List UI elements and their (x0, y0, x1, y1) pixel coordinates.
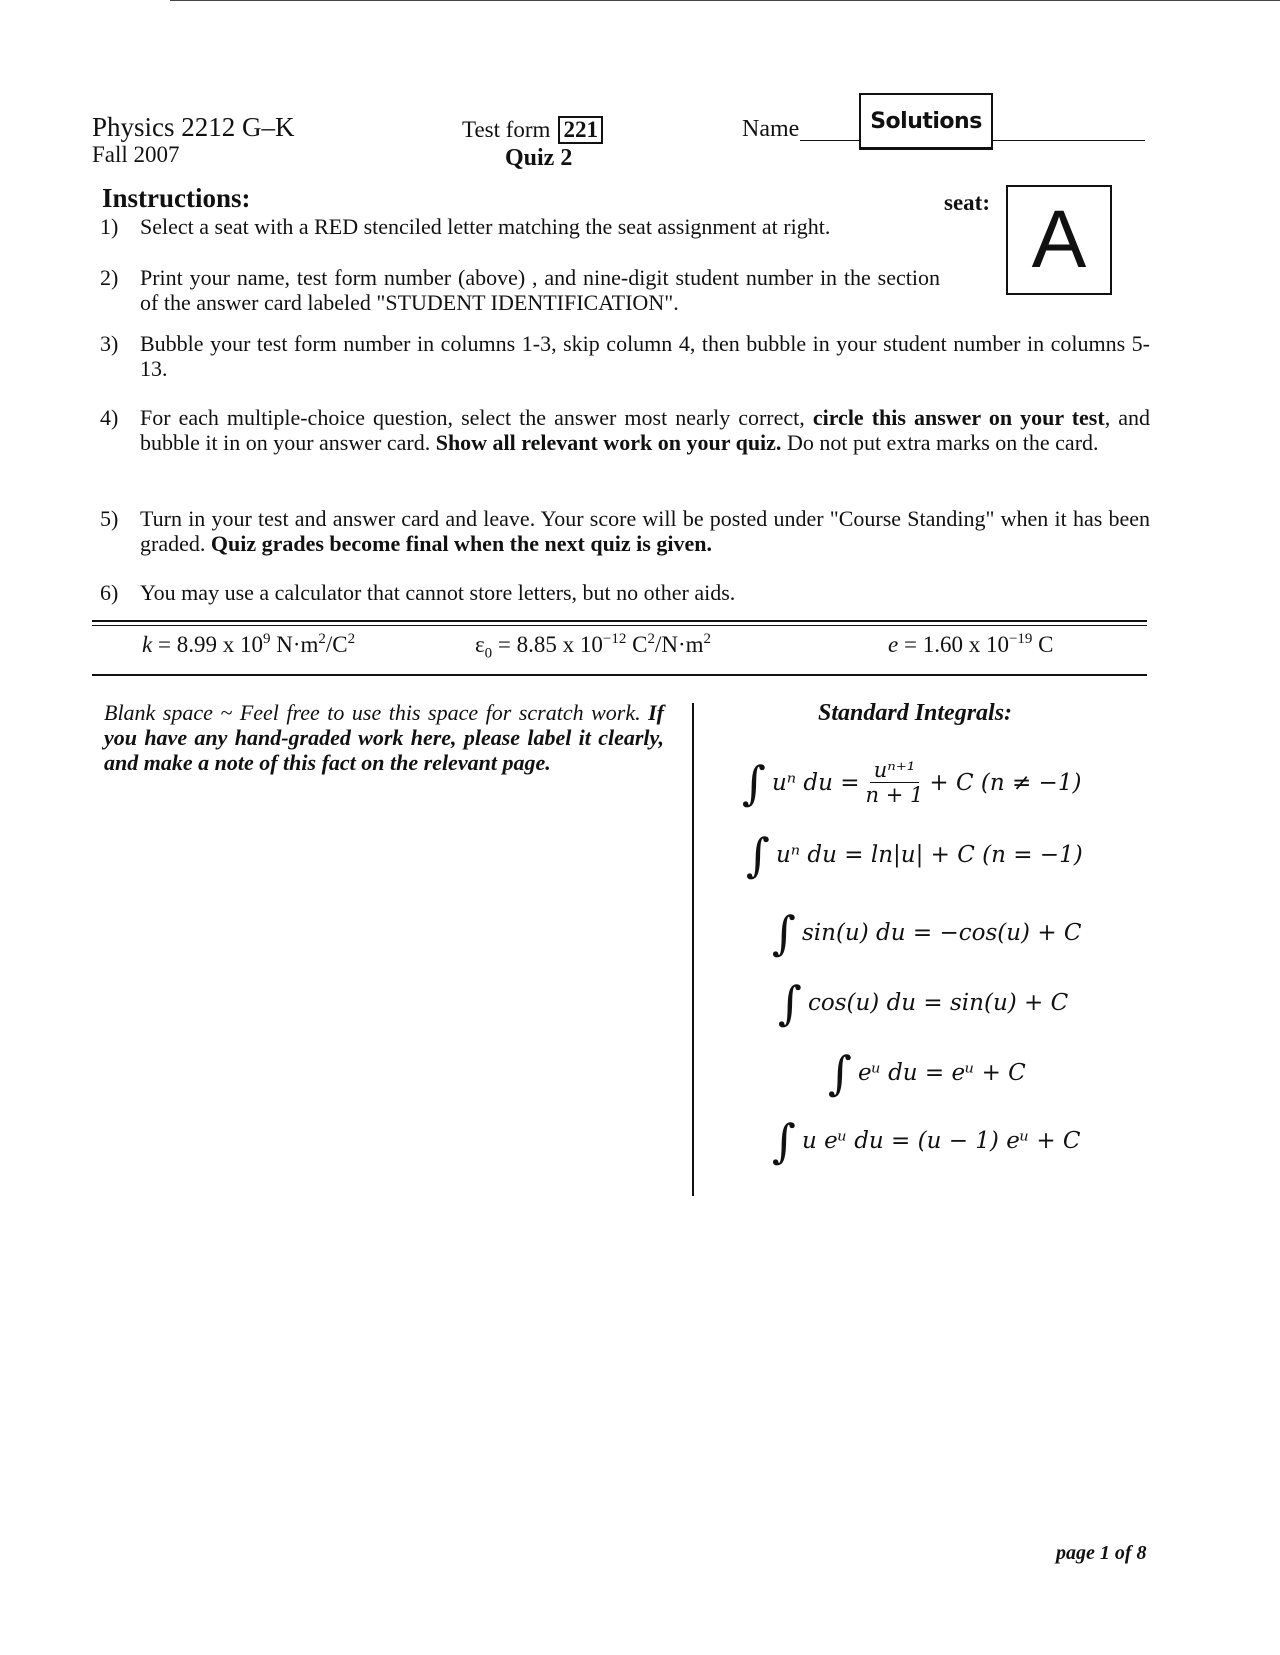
integral-exp: ∫ eᵘ du = eᵘ + C (828, 1046, 1026, 1100)
integral-sign-icon: ∫ (772, 906, 796, 960)
integral-u-exp: ∫ u eᵘ du = (u − 1) eᵘ + C (772, 1114, 1081, 1168)
integral-log: ∫ uⁿ du = ln|u| + C (n = −1) (746, 828, 1083, 882)
test-form-label: Test form (462, 117, 551, 142)
test-form (462, 116, 603, 144)
constants-rule-top (92, 620, 1147, 622)
term: Fall 2007 (92, 142, 180, 167)
seat-letter: A (1006, 185, 1112, 295)
name-label: Name (742, 116, 800, 142)
fraction: $\frac{\text{uⁿ⁺¹}}{n + 1}$ (865, 758, 924, 807)
integral-power: ∫ uⁿ du = $\frac{\text{uⁿ⁺¹}}{n + 1}$ + C (n ≠ −1) (742, 755, 1082, 810)
name-value: Solutions (859, 93, 993, 150)
instruction-6: 6) You may use a calculator that cannot store letters, but no other aids. (100, 580, 736, 605)
constants-rule-bottom (92, 674, 1147, 676)
instruction-4: 4) For each multiple-choice question, select the answer most nearly correct, circle this answer on your test, and bubble it in on your answer card. Show all relevant work on your quiz. Do not put extra marks on the card. (100, 405, 1150, 455)
top-rule (170, 0, 1280, 1)
constant-epsilon0: $\varepsilon_0 = 8.85$ x $10^{-12}$ $C^2/N\cdot m^2$ (475, 631, 712, 662)
column-divider (692, 703, 694, 1196)
integral-sin: ∫ sin(u) du = −cos(u) + C (772, 906, 1082, 960)
constants-rule-top-thin (92, 625, 1147, 626)
integrals-title: Standard Integrals: (818, 700, 1013, 726)
quiz-title: Quiz 2 (505, 145, 573, 171)
integral-sign-icon: ∫ (778, 976, 802, 1030)
instruction-5: 5) Turn in your test and answer card and leave. Your score will be posted under "Course Standing" when it has been graded. Quiz grades become final when the next quiz is given. (100, 506, 1150, 556)
constant-e: e = 1.60 x $10^{-19}$ C (888, 631, 1054, 657)
integral-sign-icon: ∫ (742, 755, 766, 810)
integral-sign-icon: ∫ (828, 1046, 852, 1100)
constant-k: k = 8.99 x $10^9$ $N\cdot m^2/C^2$ (142, 631, 356, 657)
instruction-1: 1) Select a seat with a RED stenciled letter matching the seat assignment at right. (100, 214, 831, 239)
instruction-3: 3) Bubble your test form number in columns 1-3, skip column 4, then bubble in your student number in columns 5-13. (100, 331, 1150, 381)
course-title: Physics 2212 G–K (92, 112, 295, 142)
integral-sign-icon: ∫ (746, 828, 770, 882)
instruction-2: 2) Print your name, test form number (above) , and nine-digit student number in the section of the answer card labeled "STUDENT IDENTIFICATION". (100, 265, 940, 315)
blank-space-note: Blank space ~ Feel free to use this space for scratch work. If you have any hand-graded work here, please label it clearly, and make a note of this fact on the relevant page. (104, 700, 664, 775)
test-form-number: 221 (558, 116, 603, 144)
integral-cos: ∫ cos(u) du = sin(u) + C (778, 976, 1069, 1030)
page-number: page 1 of 8 (1056, 1542, 1147, 1564)
seat-label: seat: (944, 190, 990, 215)
integral-sign-icon: ∫ (772, 1114, 796, 1168)
instructions-title: Instructions: (102, 183, 251, 213)
